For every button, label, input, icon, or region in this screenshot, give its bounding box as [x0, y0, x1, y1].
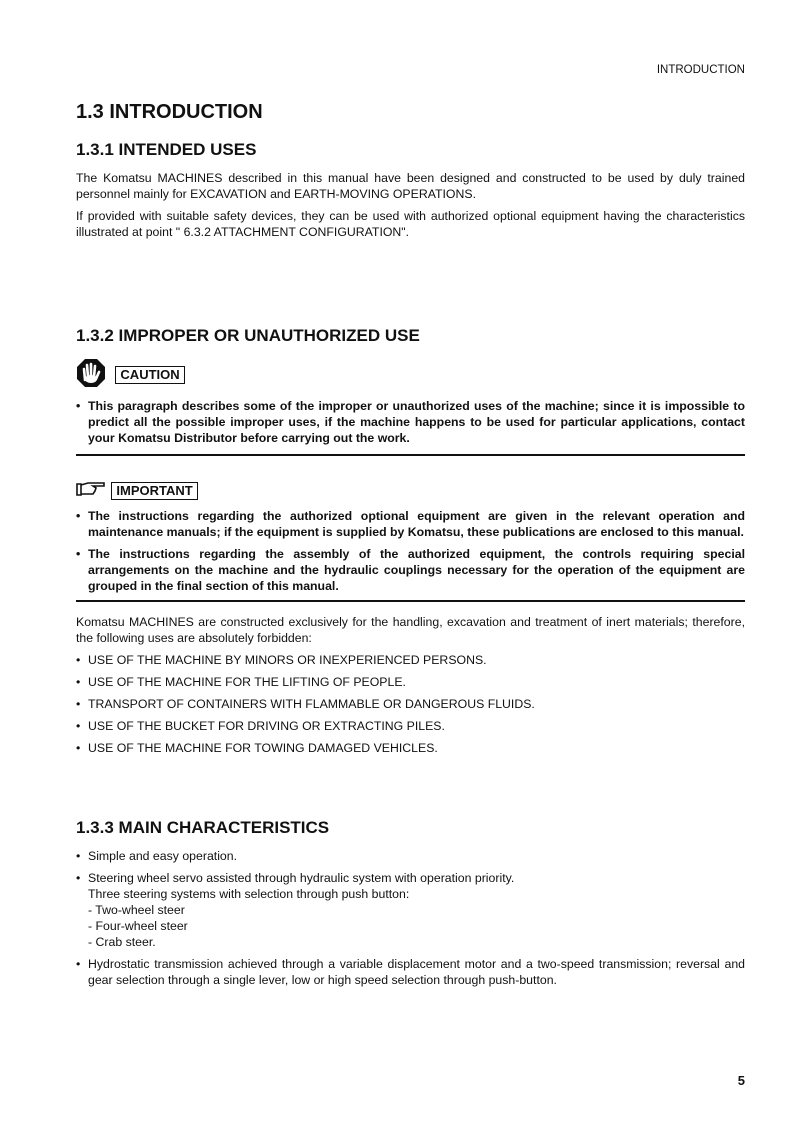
divider [76, 600, 745, 602]
important-item: • The instructions regarding the assembly of the authorized equipment, the controls requiring special arrangements on the machine and the hydraulic couplings necessary for the operation of the equipment are grouped in the final section of this manual. [76, 547, 745, 593]
pointing-hand-icon [76, 480, 106, 502]
caution-block [76, 358, 745, 392]
characteristic-item: • Hydrostatic transmission achieved through a variable displacement motor and a two-speed transmission; reversal and gear selection through a single lever, low or high speed selection through push-button. [76, 957, 745, 987]
section-title: 1.3 INTRODUCTION [76, 101, 263, 123]
heading-main-characteristics: 1.3.3 MAIN CHARACTERISTICS [76, 818, 330, 837]
running-header: INTRODUCTION [656, 64, 745, 76]
heading-intended-uses: 1.3.1 INTENDED USES [76, 140, 257, 159]
important-label: IMPORTANT [111, 482, 197, 500]
paragraph: The Komatsu MACHINES described in this manual have been designed and constructed to be used by duly trained personnel mainly for EXCAVATION and EARTH-MOVING OPERATIONS. [76, 171, 745, 201]
paragraph: If provided with suitable safety devices, they can be used with authorized optional equipment having the characteristics illustrated at point " 6.3.2 ATTACHMENT CONFIGURATION". [76, 209, 745, 239]
caution-label: CAUTION [115, 366, 184, 384]
stop-hand-icon [76, 358, 106, 392]
forbidden-item: • USE OF THE MACHINE FOR THE LIFTING OF PEOPLE. [76, 675, 406, 689]
forbidden-item: • USE OF THE BUCKET FOR DRIVING OR EXTRACTING PILES. [76, 719, 445, 733]
caution-item: • This paragraph describes some of the improper or unauthorized uses of the machine; since it is impossible to predict all the possible improper uses, if the machine happens to be used for particular applications, contact your Komatsu Distributor before carrying out the work. [76, 399, 745, 445]
forbidden-item: • USE OF THE MACHINE FOR TOWING DAMAGED VEHICLES. [76, 741, 438, 755]
characteristic-item: • Steering wheel servo assisted through hydraulic system with operation priority. Three steering systems with selection through push button: - Two-wheel steer - Four-wheel steer - Crab steer. [76, 871, 515, 949]
important-block [76, 480, 745, 502]
forbidden-item: • TRANSPORT OF CONTAINERS WITH FLAMMABLE OR DANGEROUS FLUIDS. [76, 697, 535, 711]
important-item: • The instructions regarding the authorized optional equipment are given in the relevant operation and maintenance manuals; if the equipment is supplied by Komatsu, these publications are enclosed to this manual. [76, 509, 745, 539]
heading-improper-use: 1.3.2 IMPROPER OR UNAUTHORIZED USE [76, 326, 420, 345]
divider [76, 454, 745, 456]
paragraph: Komatsu MACHINES are constructed exclusively for the handling, excavation and treatment of inert materials; therefore, the following uses are absolutely forbidden: [76, 615, 745, 645]
page-number: 5 [737, 1073, 745, 1088]
characteristic-item: • Simple and easy operation. [76, 849, 238, 863]
forbidden-item: • USE OF THE MACHINE BY MINORS OR INEXPERIENCED PERSONS. [76, 653, 487, 667]
